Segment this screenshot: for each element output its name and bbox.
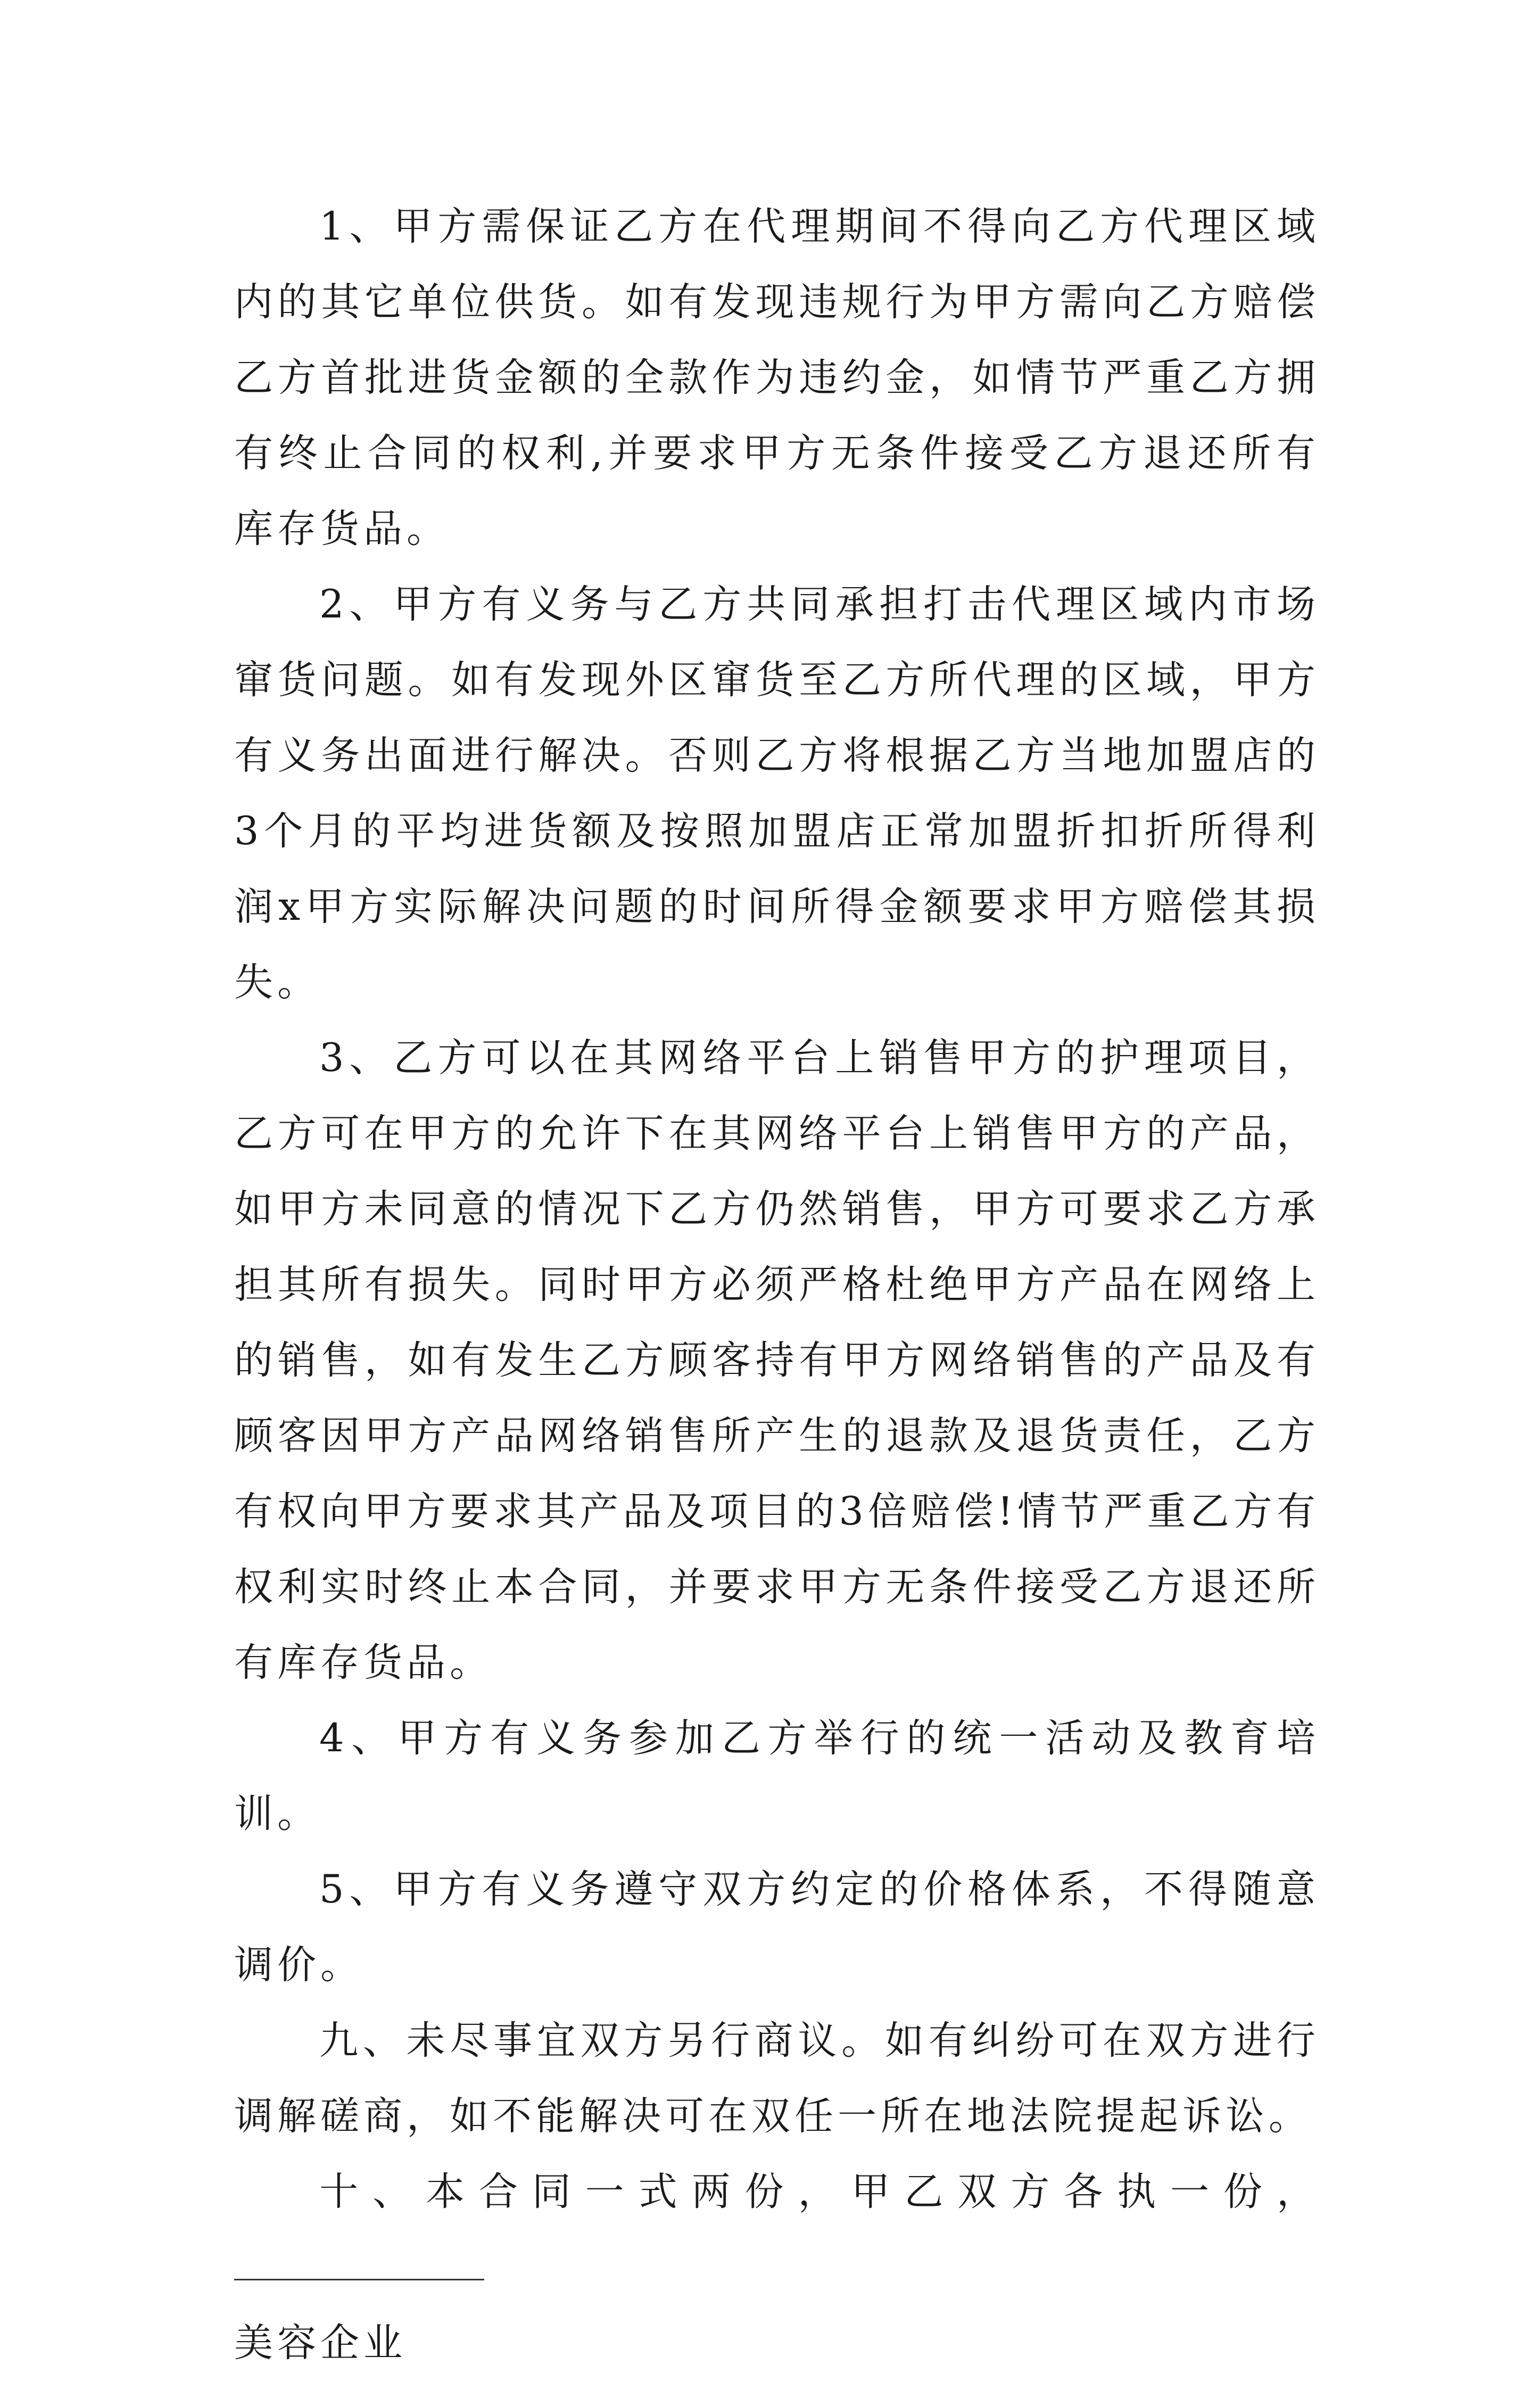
- clause-ten-paragraph: [234, 2154, 1320, 2305]
- clause-paragraph-2: 2、甲方有义务与乙方共同承担打击代理区域内市场窜货问题。如有发现外区窜货至乙方所代理的区域，甲方有义务出面进行解决。否则乙方将根据乙方当地加盟店的3个月的平均进货额及按照加盟店正常加盟折扣折所得利润x甲方实际解决问题的时间所得金额要求甲方赔偿其损失。: [234, 582, 1320, 1005]
- document-page: [234, 189, 1320, 2381]
- clause-paragraph-4: 4、甲方有义务参加乙方举行的统一活动及教育培训。: [234, 1716, 1320, 1836]
- closing-clause-text: 十、本合同一式两份，甲乙双方各执一份，: [319, 2169, 1320, 2214]
- clause-paragraph-3: 3、乙方可以在其网络平台上销售甲方的护理项目，乙方可在甲方的允许下在其网络平台上销售甲方的产品，如甲方未同意的情况下乙方仍然销售，甲方可要求乙方承担其所有损失。同时甲方必须严格杜绝甲方产品在网络上的销售，如有发生乙方顾客持有甲方网络销售的产品及有顾客因甲方产品网络销售所产生的退款及退货责任，乙方有权向甲方要求其产品及项目的3倍赔偿!情节严重乙方有权利实时终止本合同，并要求甲方无条件接受乙方退还所有库存货品。: [234, 1035, 1320, 1685]
- organization-name: 美容企业: [234, 2320, 407, 2366]
- signature-blank-line: [234, 2236, 484, 2280]
- clause-paragraph-5: 5、甲方有义务遵守双方约定的价格体系，不得随意调价。: [234, 1867, 1320, 1988]
- clause-nine-paragraph: 九、未尽事宜双方另行商议。如有纠纷可在双方进行调解磋商，如不能解决可在双任一所在地法院提起诉讼。: [234, 2018, 1320, 2139]
- clause-paragraph-1: 1、甲方需保证乙方在代理期间不得向乙方代理区域内的其它单位供货。如有发现违规行为甲方需向乙方赔偿乙方首批进货金额的全款作为违约金，如情节严重乙方拥有终止合同的权利,并要求甲方无条件接受乙方退还所有库存货品。: [234, 204, 1320, 551]
